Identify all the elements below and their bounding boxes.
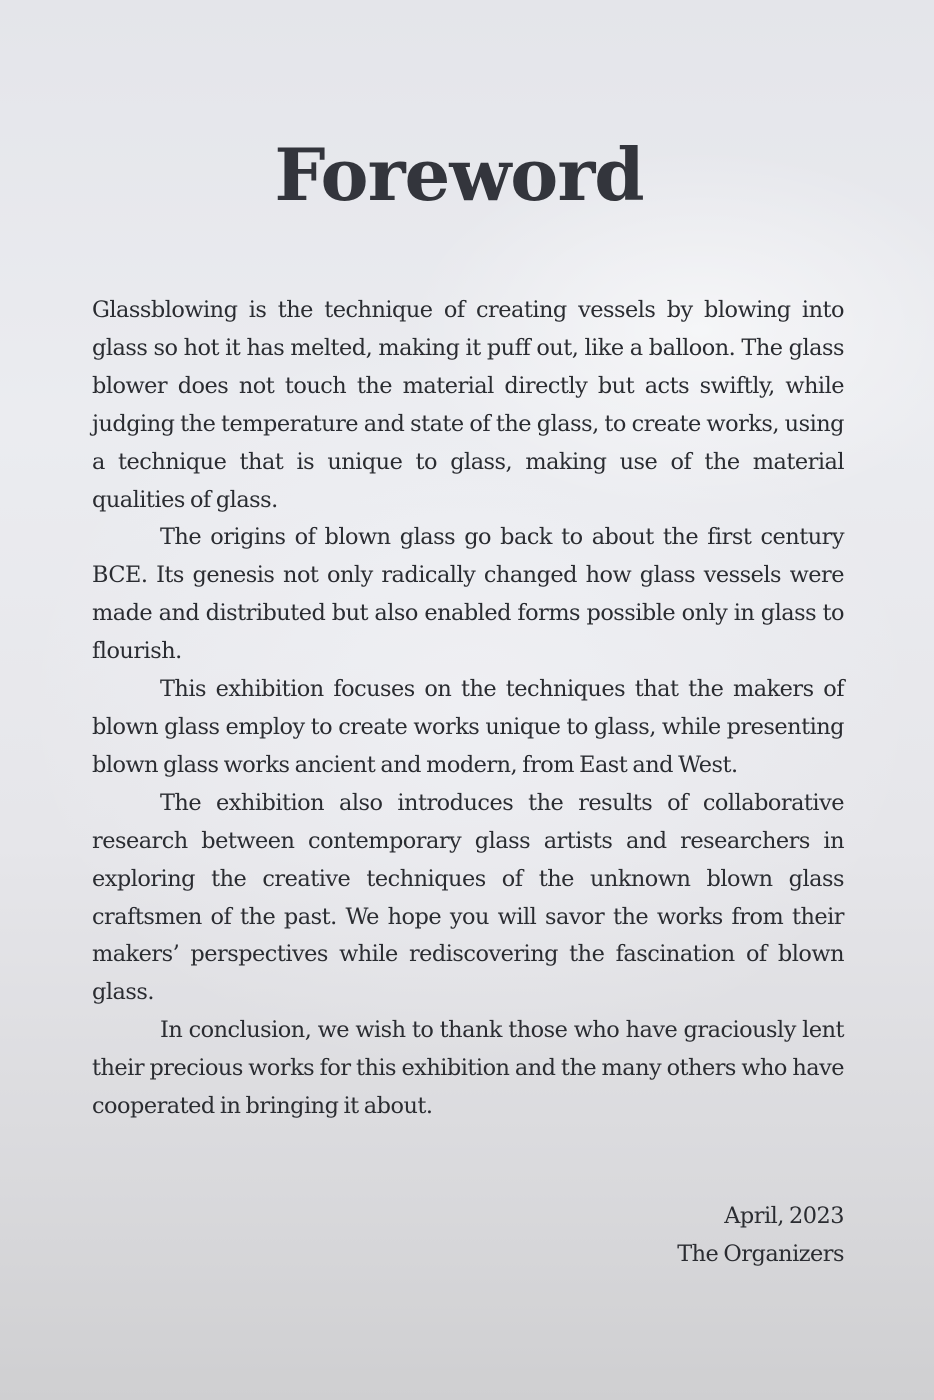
- paragraph-4: The exhibition also introduces the results of collaborative research between contemporary glass artists and researchers in exploring the creative techniques of the unknown blown glass craftsmen of the past. We hope you will savor the works from their makers’ perspectives while rediscovering the fascination of blown glass.: [92, 789, 844, 1006]
- foreword-body: [92, 292, 844, 1126]
- paragraph-2: The origins of blown glass go back to about the first century BCE. Its genesis not only radically changed how glass vessels were made and distributed but also enabled forms possible only in glass to flourish.: [92, 524, 844, 665]
- signature-date: April, 2023: [724, 1203, 844, 1229]
- page-title: Foreword: [274, 132, 644, 217]
- signature-author: The Organizers: [677, 1241, 844, 1267]
- signature-block: [677, 1197, 844, 1273]
- paragraph-5: In conclusion, we wish to thank those who have graciously lent their precious works for this exhibition and the many others who have cooperated in bringing it about.: [92, 1017, 844, 1120]
- paragraph-1: Glassblowing is the technique of creating vessels by blowing into glass so hot it has melted, making it puff out, like a balloon. The glass blower does not touch the material directly but acts swiftly, while judging the temperature and state of the glass, to create works, using a technique that is unique to glass, making use of the material qualities of glass.: [92, 297, 844, 513]
- paragraph-3: This exhibition focuses on the techniques that the makers of blown glass employ to create works unique to glass, while presenting blown glass works ancient and modern, from East and West.: [92, 676, 844, 778]
